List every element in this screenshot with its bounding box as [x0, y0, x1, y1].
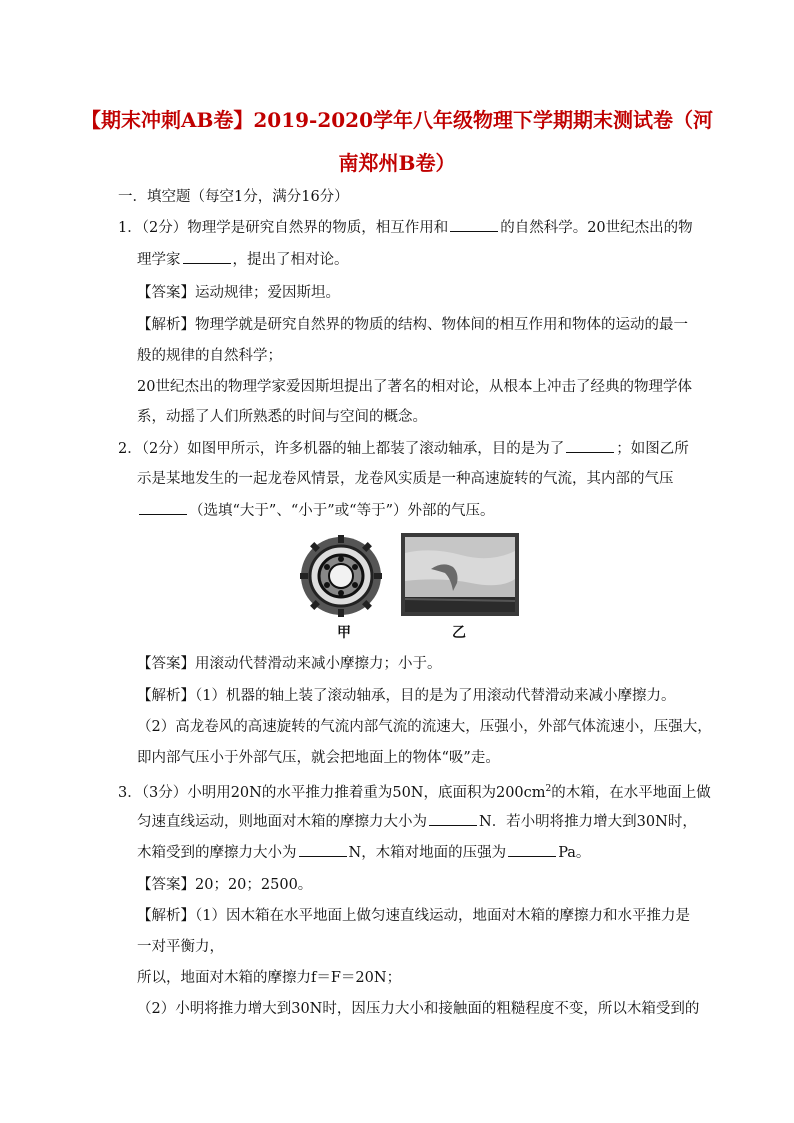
q3-explanation-4: （2）小明将推力增大到30N时，因压力大小和接触面的粗糙程度不变，所以木箱受到的 — [137, 1001, 700, 1017]
q3-answer: 【答案】20；20；2500。 — [137, 877, 313, 893]
q1-line-1 — [118, 217, 693, 238]
q3-text-3c: Pa。 — [558, 845, 591, 861]
q3-text-1a: 3．（3分）小明用20N的水平推力推着重为50N，底面积为200cm — [118, 784, 546, 801]
q1-blank-1 — [450, 217, 498, 232]
q1-line-2 — [137, 249, 349, 270]
q3-line-2 — [137, 811, 697, 832]
q1-explanation-3: 20世纪杰出的物理学家爱因斯坦提出了著名的相对论，从根本上冲击了经典的物理学体 — [137, 379, 692, 395]
q1-answer: 【答案】运动规律；爱因斯坦。 — [137, 285, 340, 301]
q3-text-3b: N，木箱对地面的压强为 — [348, 845, 507, 861]
tornado-photo — [401, 533, 519, 616]
q3-explanation-3: 所以，地面对木箱的摩擦力f＝F＝20N； — [137, 970, 402, 986]
document-title-line-1: 【期末冲刺AB卷】2019-2020学年八年级物理下学期期末测试卷（河 — [80, 108, 714, 132]
q2-explanation-1: 【解析】（1）机器的轴上装了滚动轴承，目的是为了用滚动代替滑动来减小摩擦力。 — [137, 688, 676, 704]
document-title-line-2: 南郑州B卷） — [338, 151, 456, 175]
q2-line-1 — [118, 438, 689, 459]
q3-text-1b: 的木箱，在水平地面上做 — [551, 784, 711, 801]
section-heading: 一．填空题（每空1分，满分16分） — [118, 189, 349, 205]
q3-blank-2 — [299, 842, 347, 857]
q1-explanation-2: 般的规律的自然科学； — [137, 348, 282, 364]
q3-text-2b: N．若小明将推力增大到30N时， — [479, 814, 697, 830]
q2-line-3 — [137, 500, 494, 521]
q1-blank-2 — [183, 249, 231, 264]
q2-blank-2 — [139, 500, 187, 515]
q3-line-1 — [118, 779, 711, 803]
q3-line-3 — [137, 842, 590, 863]
q3-explanation-1: 【解析】（1）因木箱在水平地面上做匀速直线运动，地面对木箱的摩擦力和水平推力是 — [137, 908, 690, 924]
q3-superscript: 2 — [545, 784, 552, 794]
figure-caption-yi: 乙 — [452, 625, 466, 641]
q1-explanation-4: 系，动摇了人们所熟悉的时间与空间的概念。 — [137, 409, 427, 425]
q2-answer: 【答案】用滚动代替滑动来减小摩擦力；小于。 — [137, 656, 442, 672]
q2-blank-1 — [566, 438, 614, 453]
q3-text-2a: 匀速直线运动，则地面对木箱的摩擦力大小为 — [137, 814, 427, 830]
q2-text-1b: ；如图乙所 — [616, 441, 689, 457]
q3-explanation-2: 一对平衡力， — [137, 939, 224, 955]
q2-text-1a: 2．（2分）如图甲所示，许多机器的轴上都装了滚动轴承，目的是为了 — [118, 441, 565, 457]
q2-text-3b: （选填“大于”、“小于”或“等于”）外部的气压。 — [189, 503, 495, 519]
q1-text-2a: 理学家 — [137, 252, 181, 268]
q2-explanation-3: 即内部气压小于外部气压，就会把地面上的物体“吸”走。 — [137, 750, 500, 766]
q1-text-2b: ，提出了相对论。 — [232, 252, 349, 268]
q2-line-2: 示是某地发生的一起龙卷风情景，龙卷风实质是一种高速旋转的气流，其内部的气压 — [137, 471, 674, 487]
q3-blank-3 — [508, 842, 556, 857]
q3-blank-1 — [429, 811, 477, 826]
bearing-figure — [298, 534, 384, 618]
q1-text-1b: 的自然科学。20世纪杰出的物 — [500, 220, 693, 236]
figure-caption-jia: 甲 — [337, 625, 351, 641]
q2-explanation-2: （2）高龙卷风的高速旋转的气流内部气流的流速大，压强小，外部气体流速小，压强大， — [137, 719, 712, 735]
q1-text-1a: 1．（2分）物理学是研究自然界的物质，相互作用和 — [118, 220, 449, 236]
q1-explanation-1: 【解析】物理学就是研究自然界的物质的结构、物体间的相互作用和物体的运动的最一 — [137, 317, 688, 333]
q3-text-3a: 木箱受到的摩擦力大小为 — [137, 845, 297, 861]
